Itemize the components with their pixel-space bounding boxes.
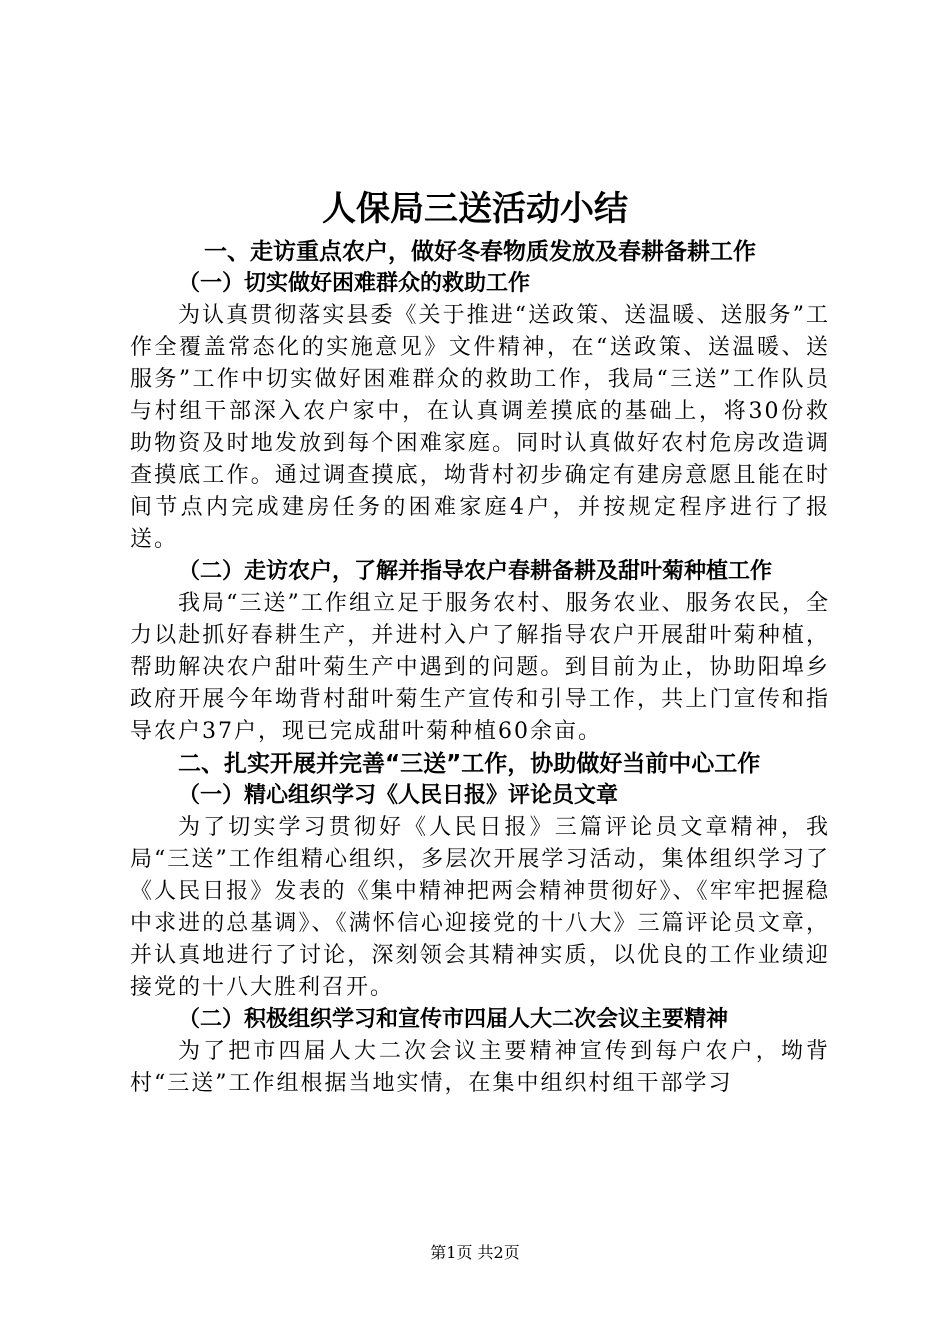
section-2-sub-1-paragraph: 为了切实学习贯彻好《人民日报》三篇评论员文章精神，我局“三送”工作组精心组织，多层次开展学习活动，集体组织学习了《人民日报》发表的《集中精神把两会精神贯彻好》、《牢牢把握稳中求进的总基调》、《满怀信心迎接党的十八大》三篇评论员文章，并认真地进行了讨论，深刻领会其精神实质，以优良的工作业绩迎接党的十八大胜利召开。 (130, 815, 830, 1000)
section-1-heading: 一、走访重点农户，做好冬春物质发放及春耕备耕工作 (204, 239, 756, 265)
section-2-sub-1-heading: （一）精心组织学习《人民日报》评论员文章 (178, 783, 619, 808)
section-2-sub-2-heading: （二）积极组织学习和宣传市四届人大二次会议主要精神 (178, 1007, 729, 1032)
section-1-sub-1-paragraph: 为认真贯彻落实县委《关于推进“送政策、送温暖、送服务”工作全覆盖常态化的实施意见》文件精神，在“送政策、送温暖、送服务”工作中切实做好困难群众的救助工作，我局“三送”工作队员与村组干部深入农户家中，在认真调差摸底的基础上，将30份救助物资及时地发放到每个困难家庭。同时认真做好农村危房改造调查摸底工作。通过调查摸底，坳背村初步确定有建房意愿且能在时间节点内完成建房任务的困难家庭4户，并按规定程序进行了报送。 (130, 303, 830, 552)
section-1-sub-2-heading: （二）走访农户，了解并指导农户春耕备耕及甜叶菊种植工作 (178, 559, 773, 584)
page-footer: 第1页 共2页 (430, 1243, 520, 1262)
section-1-sub-2-paragraph: 我局“三送”工作组立足于服务农村、服务农业、服务农民，全力以赴抓好春耕生产，并进村入户了解指导农户开展甜叶菊种植，帮助解决农户甜叶菊生产中遇到的问题。到目前为止，协助阳埠乡政府开展今年坳背村甜叶菊生产宣传和引导工作，共上门宣传和指导农户37户，现已完成甜叶菊种植60余亩。 (130, 591, 830, 744)
section-2-sub-2-paragraph: 为了把市四届人大二次会议主要精神宣传到每户农户，坳背村“三送”工作组根据当地实情，在集中组织村组干部学习 (130, 1039, 830, 1096)
document-title: 人保局三送活动小结 (322, 189, 628, 229)
section-1-sub-1-heading: （一）切实做好困难群众的救助工作 (178, 271, 531, 296)
document-body (130, 236, 830, 1100)
section-2-heading: 二、扎实开展并完善“三送”工作，协助做好当前中心工作 (178, 751, 761, 777)
